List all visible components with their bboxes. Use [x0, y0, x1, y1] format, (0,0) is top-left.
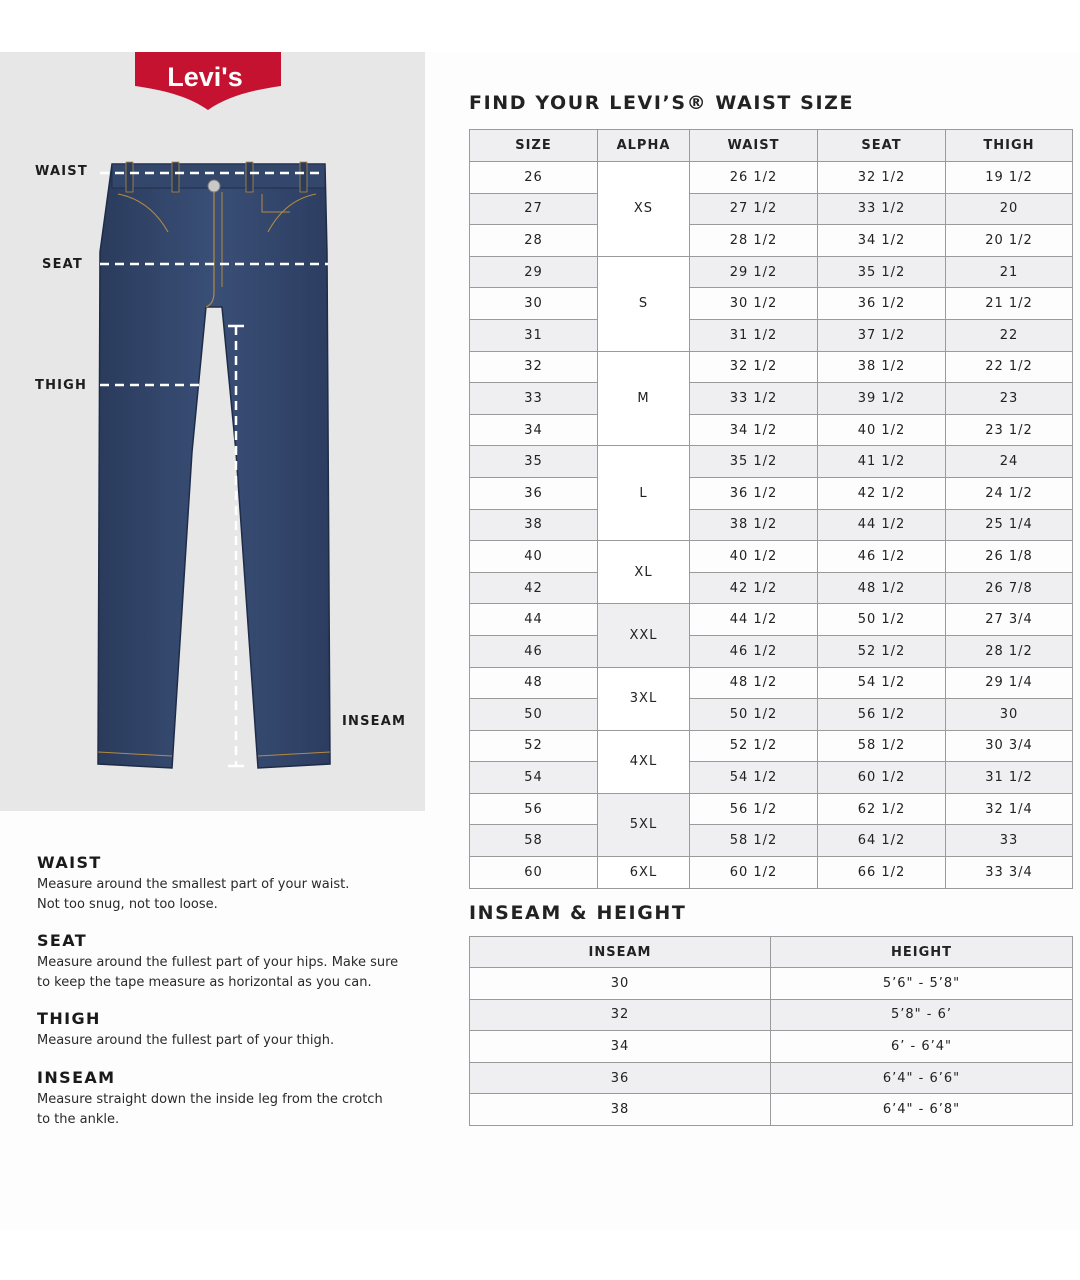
thigh-cell: 20 1/2 — [946, 225, 1073, 257]
seat-cell: 60 1/2 — [818, 762, 946, 794]
seat-cell: 52 1/2 — [818, 635, 946, 667]
alpha-cell: 3XL — [598, 667, 690, 730]
waist-description — [37, 853, 432, 915]
height-cell: 5’8" - 6’ — [771, 999, 1073, 1031]
thigh-cell: 33 3/4 — [946, 857, 1073, 889]
size-cell: 44 — [470, 604, 598, 636]
size-cell: 26 — [470, 162, 598, 194]
thigh-cell: 29 1/4 — [946, 667, 1073, 699]
size-cell: 27 — [470, 193, 598, 225]
height-cell: 6’4" - 6’6" — [771, 1062, 1073, 1094]
size-cell: 31 — [470, 319, 598, 351]
table-row — [470, 635, 1073, 667]
waist-cell: 42 1/2 — [690, 572, 818, 604]
seat-cell: 35 1/2 — [818, 256, 946, 288]
waist-cell: 56 1/2 — [690, 793, 818, 825]
waist-cell: 27 1/2 — [690, 193, 818, 225]
waist-cell: 54 1/2 — [690, 762, 818, 794]
thigh-cell: 30 — [946, 699, 1073, 731]
waist-cell: 35 1/2 — [690, 446, 818, 478]
size-cell: 56 — [470, 793, 598, 825]
description-title: SEAT — [37, 931, 88, 950]
size-cell: 60 — [470, 857, 598, 889]
table-row — [470, 604, 1073, 636]
table-row — [470, 414, 1073, 446]
thigh-cell: 26 1/8 — [946, 541, 1073, 573]
thigh-label: THIGH — [35, 378, 88, 393]
seat-cell: 39 1/2 — [818, 383, 946, 415]
thigh-description — [37, 1009, 432, 1051]
thigh-cell: 22 — [946, 319, 1073, 351]
waist-cell: 32 1/2 — [690, 351, 818, 383]
thigh-cell: 20 — [946, 193, 1073, 225]
table-row — [470, 667, 1073, 699]
seat-cell: 40 1/2 — [818, 414, 946, 446]
table-row — [470, 999, 1073, 1031]
seat-cell: 54 1/2 — [818, 667, 946, 699]
table-row — [470, 1094, 1073, 1126]
seat-cell: 66 1/2 — [818, 857, 946, 889]
table-row — [470, 1062, 1073, 1094]
size-cell: 46 — [470, 635, 598, 667]
inseam-table-title: INSEAM & HEIGHT — [469, 902, 687, 924]
size-cell: 58 — [470, 825, 598, 857]
waist-cell: 29 1/2 — [690, 256, 818, 288]
size-header: SIZE — [470, 130, 598, 162]
waist-cell: 31 1/2 — [690, 319, 818, 351]
seat-cell: 58 1/2 — [818, 730, 946, 762]
seat-cell: 37 1/2 — [818, 319, 946, 351]
height-cell: 6’ - 6’4" — [771, 1031, 1073, 1063]
seat-cell: 42 1/2 — [818, 477, 946, 509]
description-title: INSEAM — [37, 1068, 116, 1087]
waist-cell: 46 1/2 — [690, 635, 818, 667]
table-row — [470, 193, 1073, 225]
height-cell: 5’6" - 5’8" — [771, 968, 1073, 1000]
table-row — [470, 541, 1073, 573]
thigh-cell: 30 3/4 — [946, 730, 1073, 762]
inseam-cell: 34 — [470, 1031, 771, 1063]
alpha-cell: S — [598, 256, 690, 351]
waist-cell: 38 1/2 — [690, 509, 818, 541]
waist-cell: 44 1/2 — [690, 604, 818, 636]
alpha-header: ALPHA — [598, 130, 690, 162]
description-text: Measure straight down the inside leg from the crotch to the ankle. — [37, 1092, 383, 1127]
size-cell: 30 — [470, 288, 598, 320]
alpha-cell: 4XL — [598, 730, 690, 793]
seat-cell: 46 1/2 — [818, 541, 946, 573]
thigh-cell: 27 3/4 — [946, 604, 1073, 636]
size-cell: 29 — [470, 256, 598, 288]
size-cell: 28 — [470, 225, 598, 257]
size-cell: 42 — [470, 572, 598, 604]
inseam-cell: 32 — [470, 999, 771, 1031]
seat-cell: 33 1/2 — [818, 193, 946, 225]
thigh-cell: 23 1/2 — [946, 414, 1073, 446]
seat-cell: 36 1/2 — [818, 288, 946, 320]
inseam-cell: 38 — [470, 1094, 771, 1126]
seat-cell: 56 1/2 — [818, 699, 946, 731]
svg-text:R: R — [258, 55, 266, 65]
footer-band — [0, 1230, 1080, 1280]
table-row — [470, 351, 1073, 383]
waist-header: WAIST — [690, 130, 818, 162]
waist-label: WAIST — [35, 164, 88, 179]
levis-logo-text: Levi's — [167, 62, 243, 92]
size-cell: 40 — [470, 541, 598, 573]
table-row — [470, 825, 1073, 857]
waist-cell: 58 1/2 — [690, 825, 818, 857]
table-row — [470, 572, 1073, 604]
size-cell: 54 — [470, 762, 598, 794]
table-row — [470, 793, 1073, 825]
table-row — [470, 383, 1073, 415]
description-title: THIGH — [37, 1009, 101, 1028]
waist-cell: 30 1/2 — [690, 288, 818, 320]
waist-cell: 36 1/2 — [690, 477, 818, 509]
seat-header: SEAT — [818, 130, 946, 162]
thigh-cell: 25 1/4 — [946, 509, 1073, 541]
alpha-cell: M — [598, 351, 690, 446]
table-row — [470, 699, 1073, 731]
thigh-cell: 31 1/2 — [946, 762, 1073, 794]
table-row — [470, 319, 1073, 351]
table-row — [470, 477, 1073, 509]
alpha-cell: 5XL — [598, 793, 690, 856]
description-title: WAIST — [37, 853, 102, 872]
table-row — [470, 968, 1073, 1000]
waist-cell: 34 1/2 — [690, 414, 818, 446]
alpha-cell: XS — [598, 162, 690, 257]
table-row — [470, 446, 1073, 478]
height-cell: 6’4" - 6’8" — [771, 1094, 1073, 1126]
thigh-cell: 22 1/2 — [946, 351, 1073, 383]
table-row — [470, 256, 1073, 288]
waist-table-title: FIND YOUR LEVI’S® WAIST SIZE — [469, 92, 855, 114]
waist-cell: 50 1/2 — [690, 699, 818, 731]
table-row — [470, 857, 1073, 889]
seat-label: SEAT — [42, 257, 83, 272]
description-text: Measure around the smallest part of your waist. Not too snug, not too loose. — [37, 877, 350, 912]
thigh-cell: 33 — [946, 825, 1073, 857]
seat-cell: 38 1/2 — [818, 351, 946, 383]
inseam-header: INSEAM — [470, 937, 771, 968]
table-header-row — [470, 937, 1073, 968]
waist-size-table — [469, 129, 1073, 889]
table-row — [470, 162, 1073, 194]
waist-cell: 33 1/2 — [690, 383, 818, 415]
thigh-cell: 28 1/2 — [946, 635, 1073, 667]
thigh-cell: 26 7/8 — [946, 572, 1073, 604]
inseam-cell: 36 — [470, 1062, 771, 1094]
inseam-height-table — [469, 936, 1073, 1126]
inseam-label: INSEAM — [342, 714, 407, 729]
waist-cell: 60 1/2 — [690, 857, 818, 889]
seat-cell: 62 1/2 — [818, 793, 946, 825]
waist-cell: 26 1/2 — [690, 162, 818, 194]
alpha-cell: XXL — [598, 604, 690, 667]
description-text: Measure around the fullest part of your thigh. — [37, 1033, 335, 1048]
seat-cell: 34 1/2 — [818, 225, 946, 257]
description-text: Measure around the fullest part of your hips. Make sure to keep the tape measure as horizontal as you can. — [37, 955, 399, 990]
waist-cell: 52 1/2 — [690, 730, 818, 762]
thigh-cell: 24 — [946, 446, 1073, 478]
thigh-cell: 21 — [946, 256, 1073, 288]
seat-cell: 50 1/2 — [818, 604, 946, 636]
table-row — [470, 225, 1073, 257]
waist-cell: 40 1/2 — [690, 541, 818, 573]
seat-cell: 41 1/2 — [818, 446, 946, 478]
seat-cell: 44 1/2 — [818, 509, 946, 541]
table-header-row — [470, 130, 1073, 162]
table-row — [470, 762, 1073, 794]
thigh-cell: 24 1/2 — [946, 477, 1073, 509]
seat-cell: 32 1/2 — [818, 162, 946, 194]
size-cell: 52 — [470, 730, 598, 762]
alpha-cell: XL — [598, 541, 690, 604]
size-cell: 48 — [470, 667, 598, 699]
size-cell: 36 — [470, 477, 598, 509]
thigh-cell: 32 1/4 — [946, 793, 1073, 825]
alpha-cell: 6XL — [598, 857, 690, 889]
seat-cell: 48 1/2 — [818, 572, 946, 604]
waist-cell: 28 1/2 — [690, 225, 818, 257]
waist-cell: 48 1/2 — [690, 667, 818, 699]
seat-description — [37, 931, 432, 993]
table-row — [470, 730, 1073, 762]
thigh-header: THIGH — [946, 130, 1073, 162]
alpha-cell: L — [598, 446, 690, 541]
size-cell: 35 — [470, 446, 598, 478]
inseam-description — [37, 1068, 432, 1130]
table-row — [470, 509, 1073, 541]
seat-cell: 64 1/2 — [818, 825, 946, 857]
size-cell: 32 — [470, 351, 598, 383]
size-cell: 50 — [470, 699, 598, 731]
table-row — [470, 1031, 1073, 1063]
table-row — [470, 288, 1073, 320]
thigh-cell: 23 — [946, 383, 1073, 415]
height-header: HEIGHT — [771, 937, 1073, 968]
size-cell: 34 — [470, 414, 598, 446]
size-cell: 33 — [470, 383, 598, 415]
thigh-cell: 21 1/2 — [946, 288, 1073, 320]
size-cell: 38 — [470, 509, 598, 541]
thigh-cell: 19 1/2 — [946, 162, 1073, 194]
inseam-cell: 30 — [470, 968, 771, 1000]
